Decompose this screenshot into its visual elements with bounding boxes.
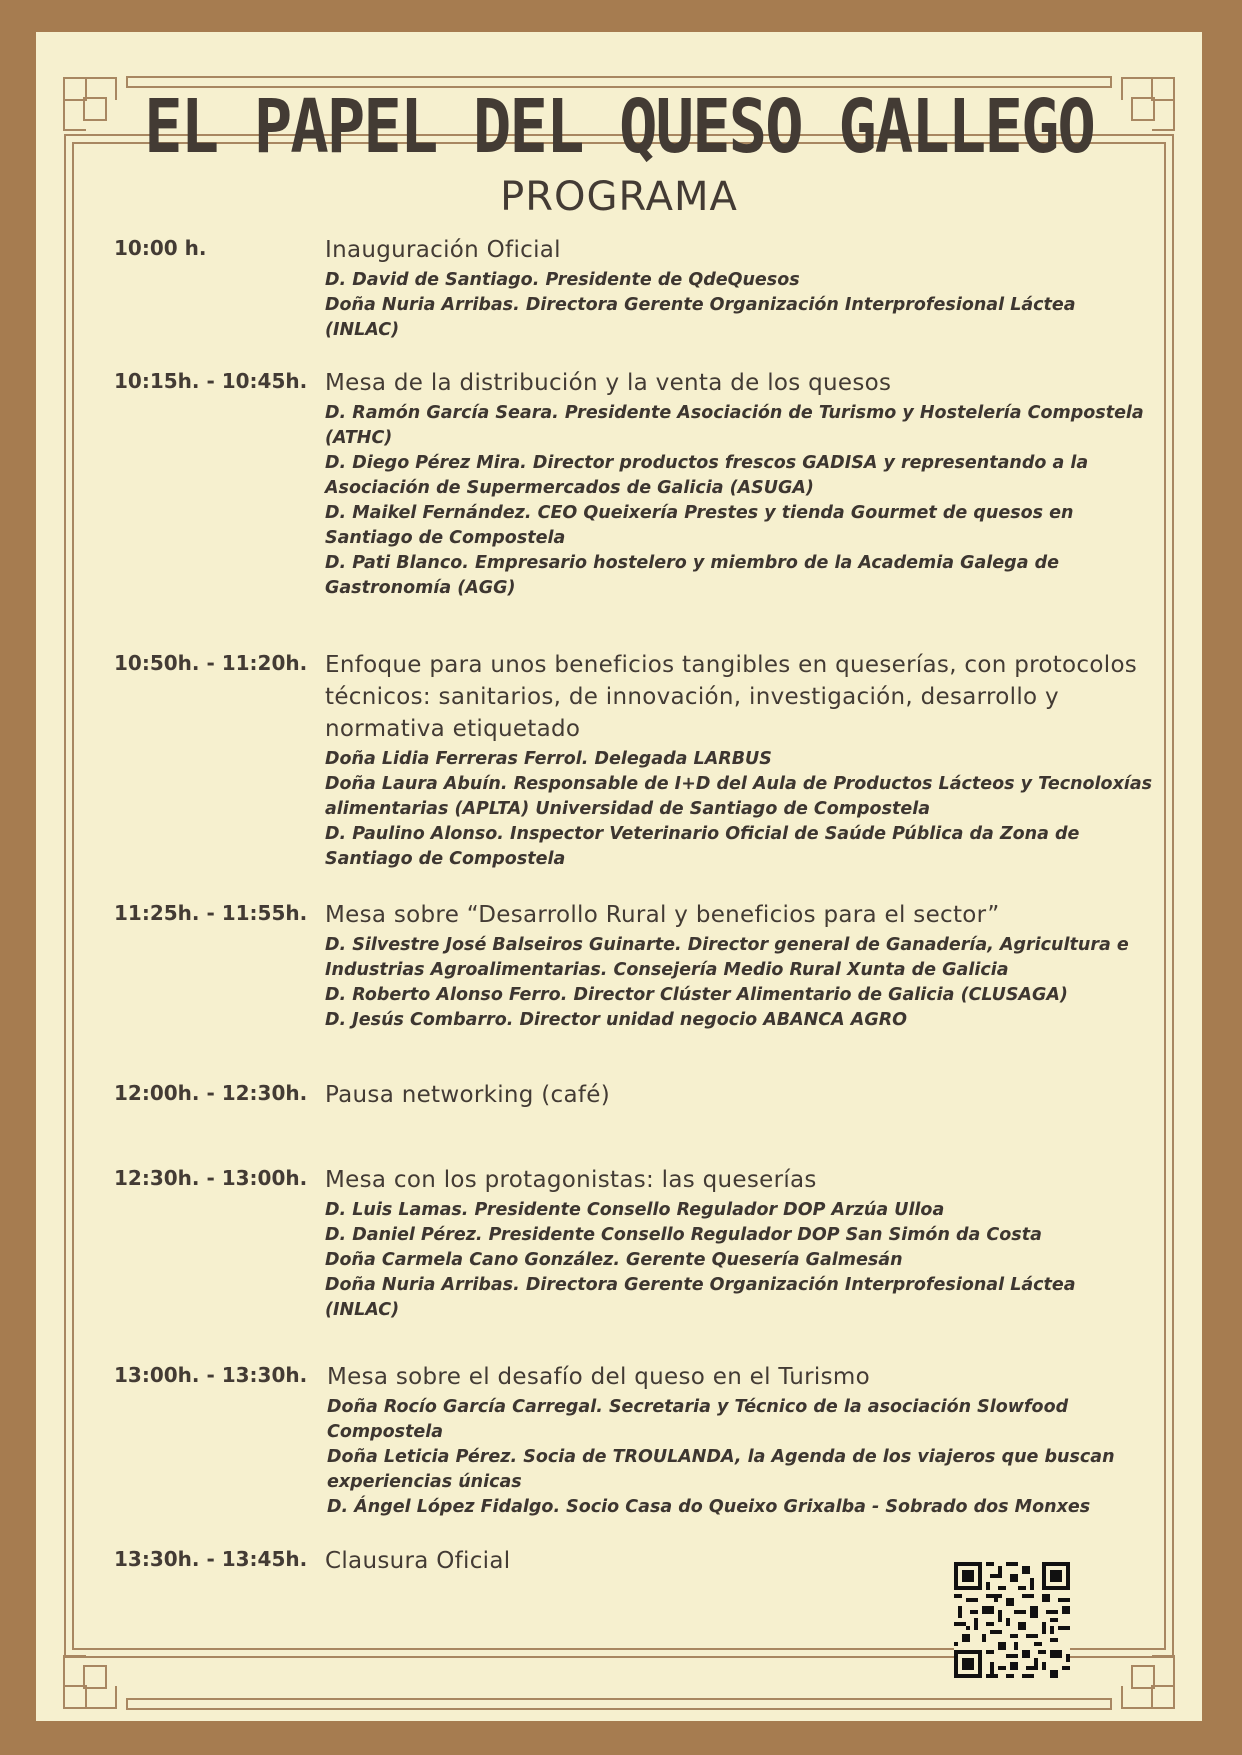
corner-ornament-bottom-left-icon <box>62 1654 118 1710</box>
speaker: D. Jesús Combarro. Director unidad negocio ABANCA AGRO <box>325 1010 908 1030</box>
speaker: D. Pati Blanco. Empresario hostelero y miembro de la Academia Galega de Gastronomía (AGG) <box>325 553 1059 598</box>
speaker: D. Daniel Pérez. Presidente Consello Regulador DOP San Simón da Costa <box>325 1225 1042 1245</box>
speaker: D. Roberto Alonso Ferro. Director Clúster Alimentario de Galicia (CLUSAGA) <box>325 985 1068 1005</box>
program-sheet <box>36 32 1202 1721</box>
session-title: Pausa networking (café) <box>325 1082 611 1108</box>
speaker: D. Ramón García Seara. Presidente Asociación de Turismo y Hostelería Compostela (ATHC) <box>325 403 1144 448</box>
speaker-list <box>325 401 1155 601</box>
slot-time: 13:00h. - 13:30h. <box>114 1363 308 1387</box>
session-title: Enfoque para unos beneficios tangibles en queserías, con protocolos técnicos: sanitarios, de innovación, investigación, desarrollo y normativa etiquetado <box>325 652 1138 742</box>
speaker-list <box>325 1198 1155 1323</box>
page-title: EL PAPEL DEL QUESO GALLEGO <box>144 85 1094 171</box>
slot-time: 12:00h. - 12:30h. <box>114 1081 308 1105</box>
speaker: D. Paulino Alonso. Inspector Veterinario Oficial de Saúde Pública da Zona de Santiago de Compostela <box>325 824 1080 869</box>
session-title: Mesa con los protagonistas: las queserías <box>325 1167 817 1193</box>
slot-time: 10:00 h. <box>114 236 207 260</box>
speaker: Doña Lidia Ferreras Ferrol. Delegada LARBUS <box>325 749 772 769</box>
speaker: Doña Leticia Pérez. Socia de TROULANDA, la Agenda de los viajeros que buscan experiencias únicas <box>327 1447 1115 1492</box>
speaker-list <box>325 933 1155 1033</box>
speaker-list <box>327 1395 1157 1520</box>
speaker: Doña Carmela Cano González. Gerente Quesería Galmesán <box>325 1250 903 1270</box>
qr-code-icon[interactable] <box>954 1562 1070 1678</box>
speaker: D. Luis Lamas. Presidente Consello Regulador DOP Arzúa Ulloa <box>325 1200 945 1220</box>
corner-ornament-bottom-right-icon <box>1120 1654 1176 1710</box>
slot-time: 12:30h. - 13:00h. <box>114 1166 308 1190</box>
session-title: Clausura Oficial <box>325 1548 511 1574</box>
slot-time: 10:50h. - 11:20h. <box>114 651 308 675</box>
session-title: Inauguración Oficial <box>325 237 561 263</box>
slot-time: 11:25h. - 11:55h. <box>114 901 308 925</box>
speaker-list <box>325 747 1155 872</box>
frame-bottom-bar <box>126 1698 1112 1710</box>
speaker: Doña Nuria Arribas. Directora Gerente Organización Interprofesional Láctea (INLAC) <box>325 295 1076 340</box>
speaker: D. Silvestre José Balseiros Guinarte. Director general de Ganadería, Agricultura e Industrias Agroalimentarias. Consejería Medio Rural Xunta de Galicia <box>325 935 1129 980</box>
speaker: D. David de Santiago. Presidente de QdeQuesos <box>325 270 800 290</box>
speaker: D. Diego Pérez Mira. Director productos frescos GADISA y representando a la Asociación de Supermercados de Galicia (ASUGA) <box>325 453 1089 498</box>
slot-time: 10:15h. - 10:45h. <box>114 369 308 393</box>
speaker: Doña Rocío García Carregal. Secretaria y Técnico de la asociación Slowfood Compostela <box>327 1397 1069 1442</box>
slot-time: 13:30h. - 13:45h. <box>114 1547 308 1571</box>
session-title: Mesa de la distribución y la venta de los quesos <box>325 370 892 396</box>
speaker: Doña Nuria Arribas. Directora Gerente Organización Interprofesional Láctea (INLAC) <box>325 1275 1076 1320</box>
session-title: Mesa sobre el desafío del queso en el Turismo <box>327 1364 870 1390</box>
page-subtitle: PROGRAMA <box>500 174 738 220</box>
speaker: Doña Laura Abuín. Responsable de I+D del Aula de Productos Lácteos y Tecnoloxías alimentarias (APLTA) Universidad de Santiago de Compostela <box>325 774 1153 819</box>
speaker: D. Ángel López Fidalgo. Socio Casa do Queixo Grixalba - Sobrado dos Monxes <box>327 1497 1091 1517</box>
session-title: Mesa sobre “Desarrollo Rural y beneficios para el sector” <box>325 902 1000 928</box>
speaker-list <box>325 268 1155 343</box>
speaker: D. Maikel Fernández. CEO Queixería Prestes y tienda Gourmet de quesos en Santiago de Compostela <box>325 503 1074 548</box>
